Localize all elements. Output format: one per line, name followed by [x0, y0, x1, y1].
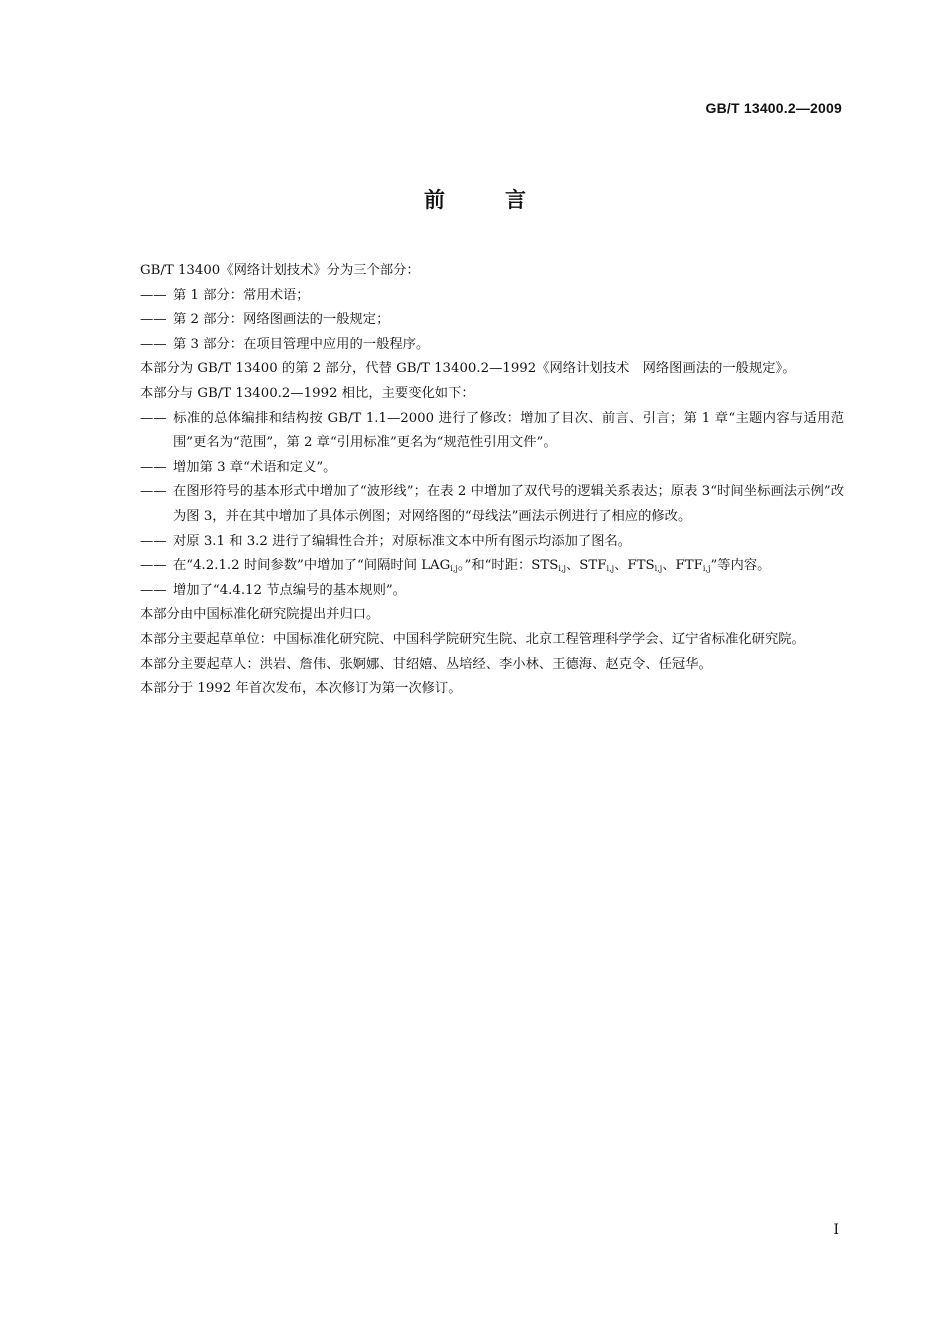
- list-item: [108, 579, 844, 604]
- text-fragment: ”等内容。: [710, 558, 771, 574]
- dash-marker: ——: [140, 336, 167, 352]
- list-item-text: 第 3 部分：在项目管理中应用的一般程序。: [173, 336, 430, 352]
- subscript: i,j: [606, 564, 615, 574]
- list-item: [108, 456, 844, 481]
- paragraph-changes-intro: 本部分与 GB/T 13400.2—1992 相比，主要变化如下：: [140, 385, 475, 401]
- dash-marker: ——: [140, 484, 167, 500]
- dash-marker: ——: [140, 582, 167, 598]
- text-fragment: 、STF: [566, 558, 607, 574]
- page-title: 前言: [424, 188, 586, 212]
- preface-body: [108, 259, 844, 702]
- dash-marker: ——: [140, 312, 167, 328]
- list-item-text: 增加了“4.4.12 节点编号的基本规则”。: [173, 582, 406, 598]
- list-item-text: 标准的总体编排和结构按 GB/T 1.1—2000 进行了修改：增加了目次、前言、引言；第 1 章“主题内容与适用范围”更名为“范围”，第 2 章“引用标准”更名为“规范性引用文件”。: [173, 410, 844, 451]
- list-item-text: 增加第 3 章“术语和定义”。: [173, 459, 337, 475]
- list-item: [108, 530, 844, 555]
- page-number: I: [833, 1222, 839, 1238]
- subscript: i,j: [450, 564, 458, 574]
- dash-marker: ——: [140, 287, 167, 303]
- list-item-text: 对原 3.1 和 3.2 进行了编辑性合并；对原标准文本中所有图示均添加了图名。: [173, 533, 632, 549]
- text-fragment: 在“4.2.1.2 时间参数”中增加了“间隔时间 LAG: [173, 558, 451, 574]
- paragraph-drafters: 本部分主要起草人：洪岩、詹伟、张婀娜、甘绍嬉、丛培经、李小林、王德海、赵克令、任冠华。: [140, 656, 712, 672]
- subscript: i,j: [654, 564, 663, 574]
- dash-marker: ——: [140, 410, 167, 426]
- dash-marker: ——: [140, 533, 167, 549]
- list-item-text: 在图形符号的基本形式中增加了“波形线”；在表 2 中增加了双代号的逻辑关系表达；原表 3“时间坐标画法示例”改为图 3，并在其中增加了具体示例图；对网络图的“母线法”画法示例进行了相应的修改。: [173, 484, 844, 524]
- paragraph-history: 本部分于 1992 年首次发布，本次修订为第一次修订。: [140, 681, 462, 697]
- list-item: [108, 284, 844, 309]
- list-item: [108, 333, 844, 358]
- list-item-time-parameters: [108, 554, 844, 579]
- text-fragment: 、FTF: [662, 558, 703, 574]
- text-fragment: 。”和“时距：STS: [457, 558, 559, 574]
- paragraph-intro: GB/T 13400《网络计划技术》分为三个部分：: [140, 263, 420, 278]
- list-item: [108, 308, 844, 333]
- paragraph-replaces: 本部分为 GB/T 13400 的第 2 部分，代替 GB/T 13400.2—1992《网络计划技术 网络图画法的一般规定》。: [140, 361, 796, 377]
- paragraph-proposer: 本部分由中国标准化研究院提出并归口。: [140, 607, 380, 623]
- paragraph-drafting-units: 本部分主要起草单位：中国标准化研究院、中国科学院研究生院、北京工程管理科学学会、辽宁省标准化研究院。: [140, 631, 805, 647]
- text-fragment: 、FTS: [614, 558, 655, 574]
- list-item-text: 第 2 部分：网络图画法的一般规定；: [173, 312, 390, 328]
- dash-marker: ——: [140, 558, 167, 574]
- dash-marker: ——: [140, 459, 167, 475]
- list-item: [108, 480, 844, 529]
- subscript: i,j: [702, 564, 711, 574]
- list-item: [108, 407, 844, 456]
- standard-code: GB/T 13400.2—2009: [705, 100, 842, 116]
- list-item-text: 第 1 部分：常用术语；: [173, 287, 310, 303]
- subscript: i,j: [558, 564, 566, 574]
